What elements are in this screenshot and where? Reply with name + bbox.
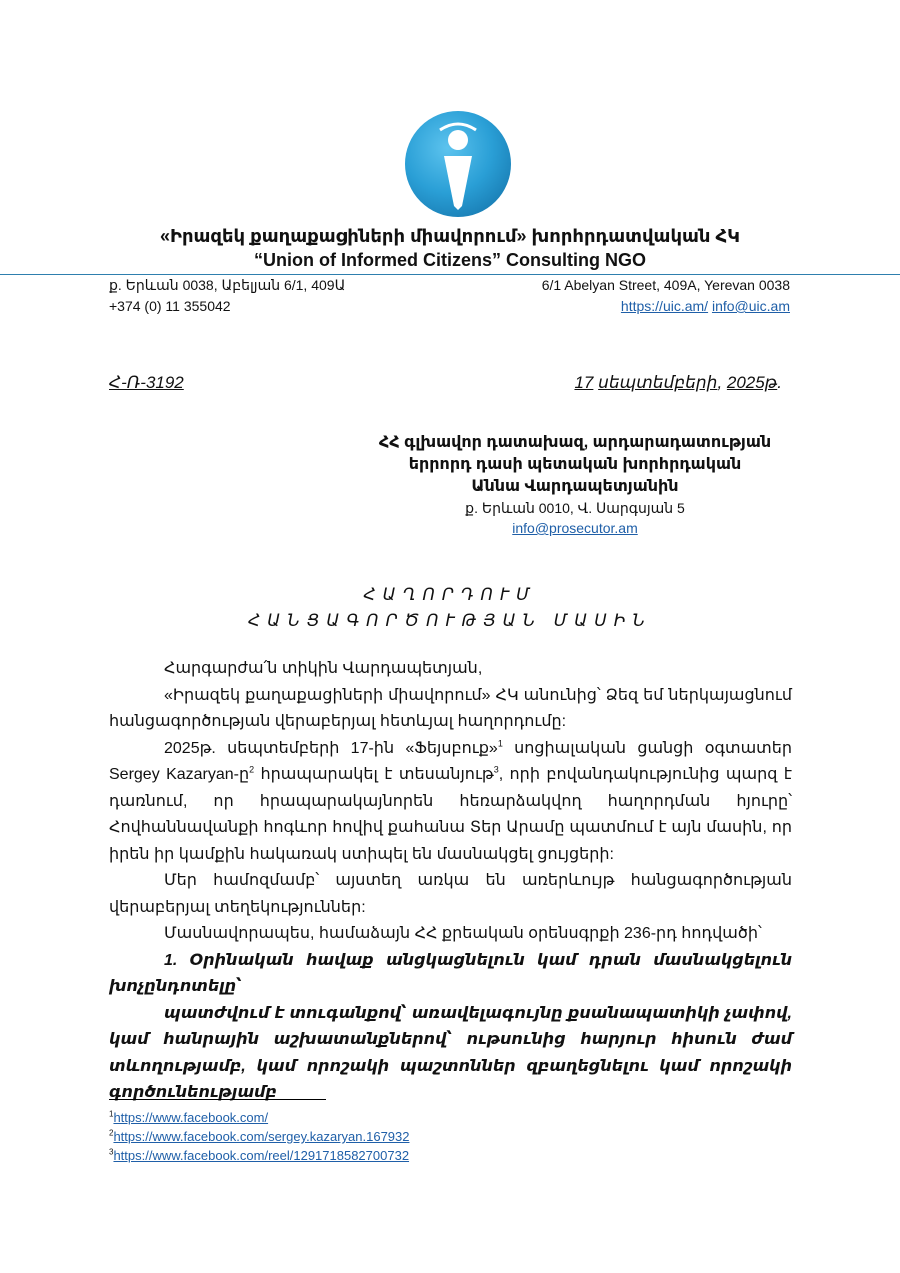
organization-name-armenian: «Իրազեկ քաղաքացիների միավորում» խորհրդատվական ՀԿ (159, 226, 741, 246)
law-article-penalty: պատժվում է տուգանքով՝ առավելագույնը քսանապատիկի չափով, կամ հանրային աշխատանքներով՝ ութսունից հարյուր հիսուն ժամ տևողությամբ, կամ որոշակի պաշտոններ զբաղեցնելու կամ որոշակի գործունեությամբ (109, 1004, 792, 1101)
letter-date: 17 սեպտեմբերի, 2025թ. (574, 373, 782, 392)
greeting: Հարգարժա՛ն տիկին Վարդապետյան, (164, 660, 483, 677)
footnote-ref-3[interactable]: 3 (493, 764, 499, 775)
organization-logo (404, 110, 512, 218)
website-link[interactable]: https://uic.am/ (620, 298, 709, 314)
contact-links (621, 298, 790, 314)
date-dot: . (777, 373, 782, 392)
phone-number: +374 (0) 11 355042 (109, 298, 231, 314)
footnote-2-link[interactable]: https://www.facebook.com/sergey.kazaryan.167932 (113, 1129, 410, 1144)
recipient-email-link[interactable]: info@prosecutor.am (512, 520, 638, 536)
recipient-address: ք. Երևան 0010, Վ. Սարգսյան 5 (465, 500, 685, 516)
footnote-1: $^1$https://www.facebook.com/ (109, 1109, 269, 1125)
paragraph-4: Մասնավորապես, համաձայն ՀՀ քրեական օրենսգրքի 236-րդ հոդվածի՝ (164, 925, 762, 942)
footnote-3: $^3$https://www.facebook.com/reel/1291718582700732 (109, 1147, 410, 1163)
reference-number: Հ-Ռ-3192 (109, 373, 184, 392)
paragraph-1: «Իրազեկ քաղաքացիների միավորում» ՀԿ անունից՝ Ձեզ եմ ներկայացնում հանցագործության վերաբերյալ հետևյալ հաղորդումը: (109, 686, 792, 730)
paragraph-3: Մեր համոզմամբ՝ այստեղ առկա են առերևույթ հանցագործության վերաբերյալ տեղեկություններ: (109, 872, 792, 916)
footnote-ref-2[interactable]: 2 (249, 764, 255, 775)
law-article-point-1: 1. Օրինական հավաք անցկացնելուն կամ դրան մասնակցելուն խոչընդոտելը՝ (109, 951, 792, 995)
footnote-3-link[interactable]: https://www.facebook.com/reel/1291718582700732 (113, 1148, 410, 1163)
recipient-block (340, 432, 810, 538)
footnote-2: $^2$https://www.facebook.com/sergey.kazaryan.167932 (109, 1128, 410, 1144)
title-line2: ՀԱՆՑԱԳՈՐԾՈՒԹՅԱՆ ՄԱՍԻՆ (248, 611, 652, 630)
recipient-title-line1: ՀՀ գլխավոր դատախազ, արդարադատության (378, 434, 772, 451)
footnote-ref-1[interactable]: 1 (497, 738, 503, 749)
paragraph-2: 2025թ. սեպտեմբերի 17-ին «Ֆեյսբուք»$^1$ սոցիալական ցանցի օգտատեր Sergey Kazaryan-ը$^2$ հրապարակել է տեսանյութ$^3$, որի բովանդակությունից պարզ է դառնում, որ հրապարակայնորեն հեռարձակվող հաղորդման հյուրը՝ Հովհաննավանքի հոգևոր հովիվ քահանա Տեր Արամը պատմում է այն մասին, որ իրեն իր կամքին հակառակ ստիպել են մասնակցել ցույցերի: (109, 738, 793, 863)
document-title (0, 582, 900, 634)
footnotes (109, 1108, 409, 1165)
header-divider (0, 274, 900, 275)
footnote-1-link[interactable]: https://www.facebook.com/ (113, 1110, 269, 1125)
organization-name-english: “Union of Informed Citizens” Consulting NGO (254, 250, 646, 270)
title-line1: ՀԱՂՈՐԴՈՒՄ (363, 585, 537, 604)
recipient-name: Աննա Վարդապետյանին (471, 478, 679, 495)
email-link[interactable]: info@uic.am (711, 298, 790, 314)
date-month: սեպտեմբերի (598, 373, 718, 392)
address-armenian: ք. Երևան 0038, Աբելյան 6/1, 409Ա (109, 277, 346, 293)
footnote-divider (109, 1099, 326, 1100)
letter-body (109, 656, 792, 1107)
date-year: 2025թ (726, 373, 778, 392)
date-day: 17 (574, 373, 594, 392)
address-english: 6/1 Abelyan Street, 409A, Yerevan 0038 (541, 277, 790, 293)
recipient-title-line2: երրորդ դասի պետական խորհրդական (408, 456, 742, 473)
